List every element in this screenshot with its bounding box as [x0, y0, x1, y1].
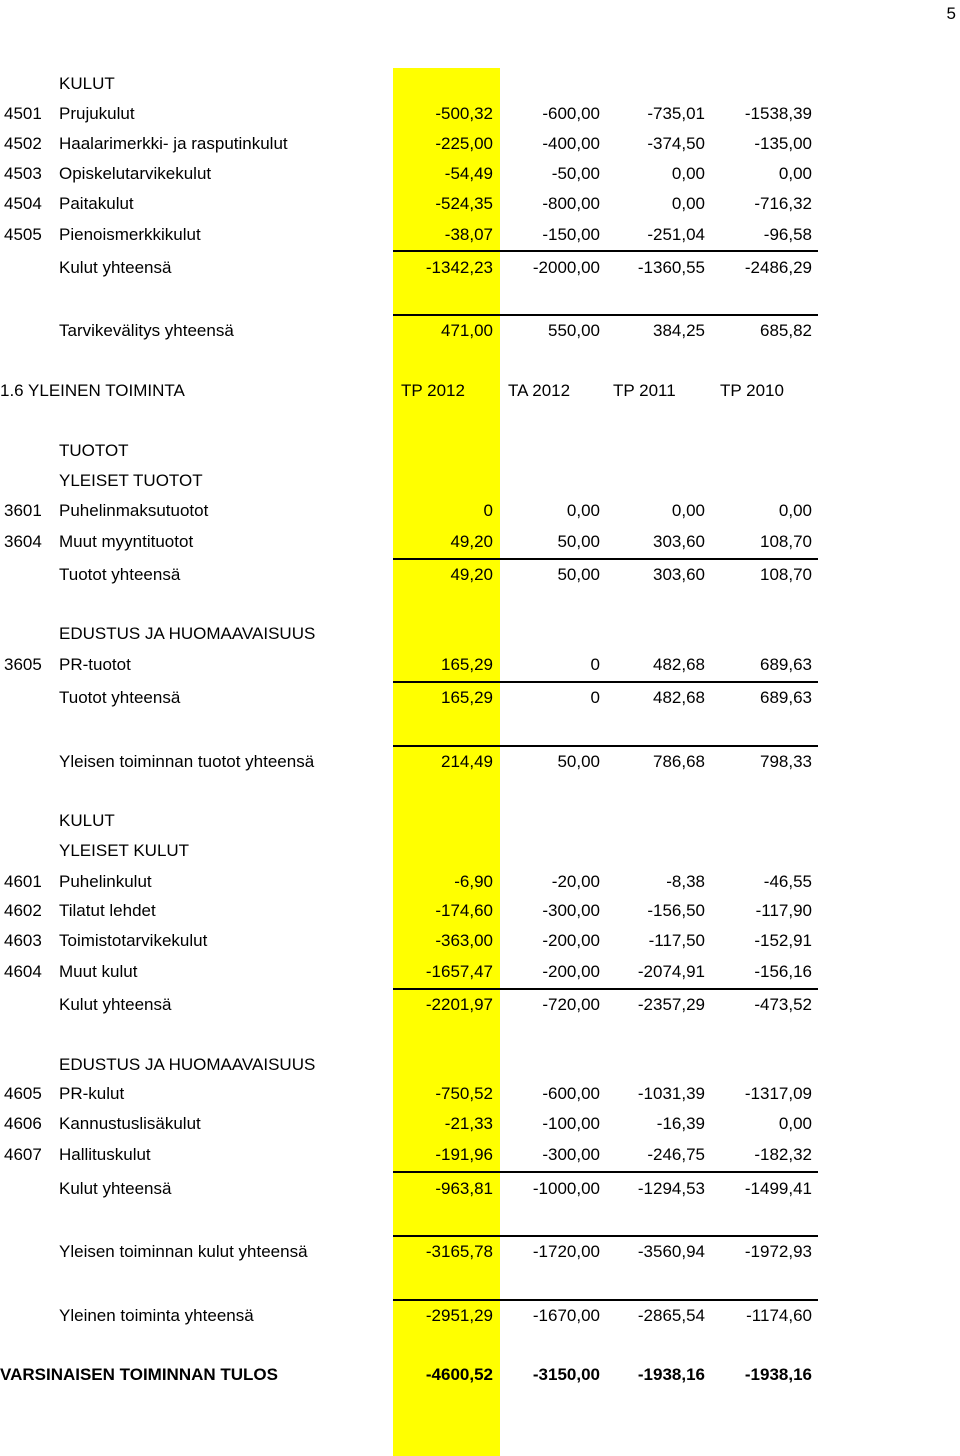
cell-value: 482,68 [653, 655, 705, 674]
row-label: Muut myyntituotot [59, 532, 194, 551]
row-label: Prujukulut [59, 104, 135, 123]
cell-value: -225,00 [435, 134, 493, 153]
cell-value: -2000,00 [532, 258, 600, 277]
account-code: 4501 [4, 104, 42, 123]
row-label: EDUSTUS JA HUOMAAVAISUUS [59, 624, 316, 643]
table-row [0, 530, 960, 554]
row-label: Puhelinkulut [59, 872, 152, 891]
cell-value: -4600,52 [425, 1365, 493, 1384]
underline [393, 1171, 818, 1173]
cell-value: -21,33 [444, 1114, 493, 1133]
row-label: Haalarimerkki- ja rasputinkulut [59, 134, 288, 153]
table-row [0, 1304, 960, 1328]
account-code: 4503 [4, 164, 42, 183]
cell-value: -38,07 [444, 225, 493, 244]
cell-value: -473,52 [754, 995, 812, 1014]
total-line [393, 1299, 818, 1301]
cell-value: -2486,29 [744, 258, 812, 277]
cell-value: 384,25 [653, 321, 705, 340]
row-label: Puhelinmaksutuotot [59, 501, 209, 520]
cell-value: -1294,53 [637, 1179, 705, 1198]
cell-value: 303,60 [653, 532, 705, 551]
cell-value: 108,70 [760, 565, 812, 584]
cell-value: -200,00 [542, 962, 600, 981]
cell-value: -96,58 [763, 225, 812, 244]
cell-value: 303,60 [653, 565, 705, 584]
account-code: 3604 [4, 532, 42, 551]
cell-value: -1000,00 [532, 1179, 600, 1198]
table-row [0, 1177, 960, 1201]
cell-value: 49,20 [450, 565, 493, 584]
row-label: Kannustuslisäkulut [59, 1114, 201, 1133]
row-label: Pienoismerkkikulut [59, 225, 201, 244]
cell-value: 0 [483, 501, 493, 520]
cell-value: -1938,16 [744, 1365, 812, 1384]
table-row [0, 686, 960, 710]
table-row [0, 1363, 960, 1387]
table-row [0, 319, 960, 343]
table-row [0, 256, 960, 280]
total-line [393, 314, 818, 316]
account-code: 4505 [4, 225, 42, 244]
row-label: 1.6 YLEINEN TOIMINTA [0, 381, 185, 400]
cell-value: -2865,54 [637, 1306, 705, 1325]
cell-value: -524,35 [435, 194, 493, 213]
cell-value: -1670,00 [532, 1306, 600, 1325]
row-label: VARSINAISEN TOIMINNAN TULOS [0, 1365, 278, 1384]
row-label: Kulut yhteensä [59, 1179, 172, 1198]
cell-value: -600,00 [542, 104, 600, 123]
row-label: PR-kulut [59, 1084, 125, 1103]
row-label: Tarvikevälitys yhteensä [59, 321, 234, 340]
cell-value: 0,00 [566, 501, 600, 520]
table-row [0, 499, 960, 523]
row-label: Muut kulut [59, 962, 138, 981]
section-label [0, 809, 960, 833]
cell-value: 0,00 [778, 1114, 812, 1133]
cell-value: 0,00 [671, 164, 705, 183]
total-line [393, 745, 818, 747]
underline [393, 988, 818, 990]
cell-value: 482,68 [653, 688, 705, 707]
table-row [0, 899, 960, 923]
section-label [0, 839, 960, 863]
section-label [0, 622, 960, 646]
cell-value: -800,00 [542, 194, 600, 213]
cell-value: -1031,39 [637, 1084, 705, 1103]
section-header [0, 379, 960, 403]
cell-value: -1360,55 [637, 258, 705, 277]
cell-value: -963,81 [435, 1179, 493, 1198]
table-row [0, 132, 960, 156]
account-code: 4607 [4, 1145, 42, 1164]
cell-value: -251,04 [647, 225, 705, 244]
cell-value: -2951,29 [425, 1306, 493, 1325]
row-label: KULUT [59, 74, 115, 93]
column-header: TP 2011 [613, 381, 676, 400]
cell-value: -16,39 [656, 1114, 705, 1133]
cell-value: -750,52 [435, 1084, 493, 1103]
table-row [0, 993, 960, 1017]
row-label: Hallituskulut [59, 1145, 151, 1164]
underline [393, 681, 818, 683]
table-row [0, 960, 960, 984]
cell-value: -363,00 [435, 931, 493, 950]
section-label [0, 72, 960, 96]
row-label: Kulut yhteensä [59, 995, 172, 1014]
cell-value: 0,00 [671, 194, 705, 213]
table-row [0, 192, 960, 216]
cell-value: -1174,60 [746, 1306, 812, 1325]
row-label: TUOTOT [59, 441, 129, 460]
page-number: 5 [946, 4, 956, 23]
cell-value: 50,00 [557, 752, 600, 771]
cell-value: -1720,00 [532, 1242, 600, 1261]
cell-value: -46,55 [763, 872, 812, 891]
cell-value: -3560,94 [637, 1242, 705, 1261]
row-label: Paitakulut [59, 194, 134, 213]
cell-value: -117,50 [648, 931, 705, 950]
cell-value: -152,91 [754, 931, 812, 950]
cell-value: -50,00 [551, 164, 600, 183]
row-label: Tuotot yhteensä [59, 688, 181, 707]
cell-value: -374,50 [647, 134, 705, 153]
row-label: KULUT [59, 811, 115, 830]
cell-value: -716,32 [754, 194, 812, 213]
total-line [393, 1235, 818, 1237]
cell-value: 0,00 [778, 164, 812, 183]
cell-value: -182,32 [754, 1145, 812, 1164]
row-label: Yleinen toiminta yhteensä [59, 1306, 254, 1325]
cell-value: 471,00 [441, 321, 493, 340]
cell-value: -400,00 [542, 134, 600, 153]
table-row [0, 1240, 960, 1264]
cell-value: 49,20 [450, 532, 493, 551]
row-label: Opiskelutarvikekulut [59, 164, 212, 183]
account-code: 4604 [4, 962, 42, 981]
row-label: Toimistotarvikekulut [59, 931, 208, 950]
table-row [0, 653, 960, 677]
cell-value: -135,00 [754, 134, 812, 153]
table-row [0, 162, 960, 186]
cell-value: -156,16 [754, 962, 812, 981]
table-row [0, 1082, 960, 1106]
cell-value: -2201,97 [425, 995, 493, 1014]
underline [393, 250, 818, 252]
table-row [0, 1112, 960, 1136]
cell-value: -735,01 [647, 104, 705, 123]
cell-value: 108,70 [760, 532, 812, 551]
cell-value: -720,00 [542, 995, 600, 1014]
row-label: EDUSTUS JA HUOMAAVAISUUS [59, 1055, 316, 1074]
column-header: TA 2012 [508, 381, 571, 400]
row-label: Tilatut lehdet [59, 901, 156, 920]
cell-value: -1972,93 [744, 1242, 812, 1261]
cell-value: -6,90 [454, 872, 493, 891]
section-label [0, 439, 960, 463]
table-row [0, 223, 960, 247]
account-code: 4603 [4, 931, 42, 950]
row-label: YLEISET TUOTOT [59, 471, 203, 490]
section-label [0, 469, 960, 493]
column-header: TP 2010 [720, 381, 784, 400]
cell-value: 50,00 [557, 565, 600, 584]
column-header: TP 2012 [401, 381, 465, 400]
row-label: YLEISET KULUT [59, 841, 190, 860]
cell-value: -2074,91 [637, 962, 705, 981]
cell-value: 685,82 [760, 321, 812, 340]
row-label: PR-tuotot [59, 655, 131, 674]
row-label: Yleisen toiminnan tuotot yhteensä [59, 752, 315, 771]
cell-value: -600,00 [542, 1084, 600, 1103]
table-row [0, 102, 960, 126]
cell-value: 689,63 [760, 655, 812, 674]
cell-value: -100,00 [542, 1114, 600, 1133]
cell-value: -1317,09 [744, 1084, 812, 1103]
cell-value: 0 [590, 688, 600, 707]
cell-value: 165,29 [441, 688, 493, 707]
row-label: Kulut yhteensä [59, 258, 172, 277]
row-label: Tuotot yhteensä [59, 565, 181, 584]
cell-value: -174,60 [435, 901, 493, 920]
cell-value: 786,68 [653, 752, 705, 771]
cell-value: -20,00 [551, 872, 600, 891]
account-code: 4502 [4, 134, 42, 153]
cell-value: -2357,29 [637, 995, 705, 1014]
account-code: 4605 [4, 1084, 42, 1103]
table-row [0, 929, 960, 953]
cell-value: -117,90 [755, 901, 812, 920]
cell-value: -1342,23 [425, 258, 493, 277]
cell-value: -54,49 [444, 164, 493, 183]
cell-value: 50,00 [557, 532, 600, 551]
cell-value: -246,75 [647, 1145, 705, 1164]
cell-value: -300,00 [542, 1145, 600, 1164]
cell-value: -3165,78 [425, 1242, 493, 1261]
cell-value: -1538,39 [744, 104, 812, 123]
cell-value: -8,38 [666, 872, 705, 891]
cell-value: 0 [590, 655, 600, 674]
cell-value: -1938,16 [637, 1365, 705, 1384]
cell-value: -3150,00 [532, 1365, 600, 1384]
account-code: 4504 [4, 194, 42, 213]
account-code: 4606 [4, 1114, 42, 1133]
table-row [0, 750, 960, 774]
account-code: 3601 [4, 501, 42, 520]
cell-value: 0,00 [778, 501, 812, 520]
cell-value: -156,50 [647, 901, 705, 920]
table-row [0, 870, 960, 894]
cell-value: 0,00 [671, 501, 705, 520]
table-row [0, 563, 960, 587]
cell-value: 214,49 [441, 752, 493, 771]
cell-value: 165,29 [441, 655, 493, 674]
section-label [0, 1053, 960, 1077]
underline [393, 558, 818, 560]
table-row [0, 1143, 960, 1167]
cell-value: -300,00 [542, 901, 600, 920]
cell-value: 798,33 [760, 752, 812, 771]
cell-value: -500,32 [435, 104, 493, 123]
cell-value: -150,00 [542, 225, 600, 244]
account-code: 4601 [4, 872, 42, 891]
row-label: Yleisen toiminnan kulut yhteensä [59, 1242, 308, 1261]
cell-value: -191,96 [435, 1145, 493, 1164]
account-code: 4602 [4, 901, 42, 920]
cell-value: 689,63 [760, 688, 812, 707]
cell-value: -1657,47 [425, 962, 493, 981]
cell-value: 550,00 [548, 321, 600, 340]
cell-value: -200,00 [542, 931, 600, 950]
cell-value: -1499,41 [744, 1179, 812, 1198]
account-code: 3605 [4, 655, 42, 674]
